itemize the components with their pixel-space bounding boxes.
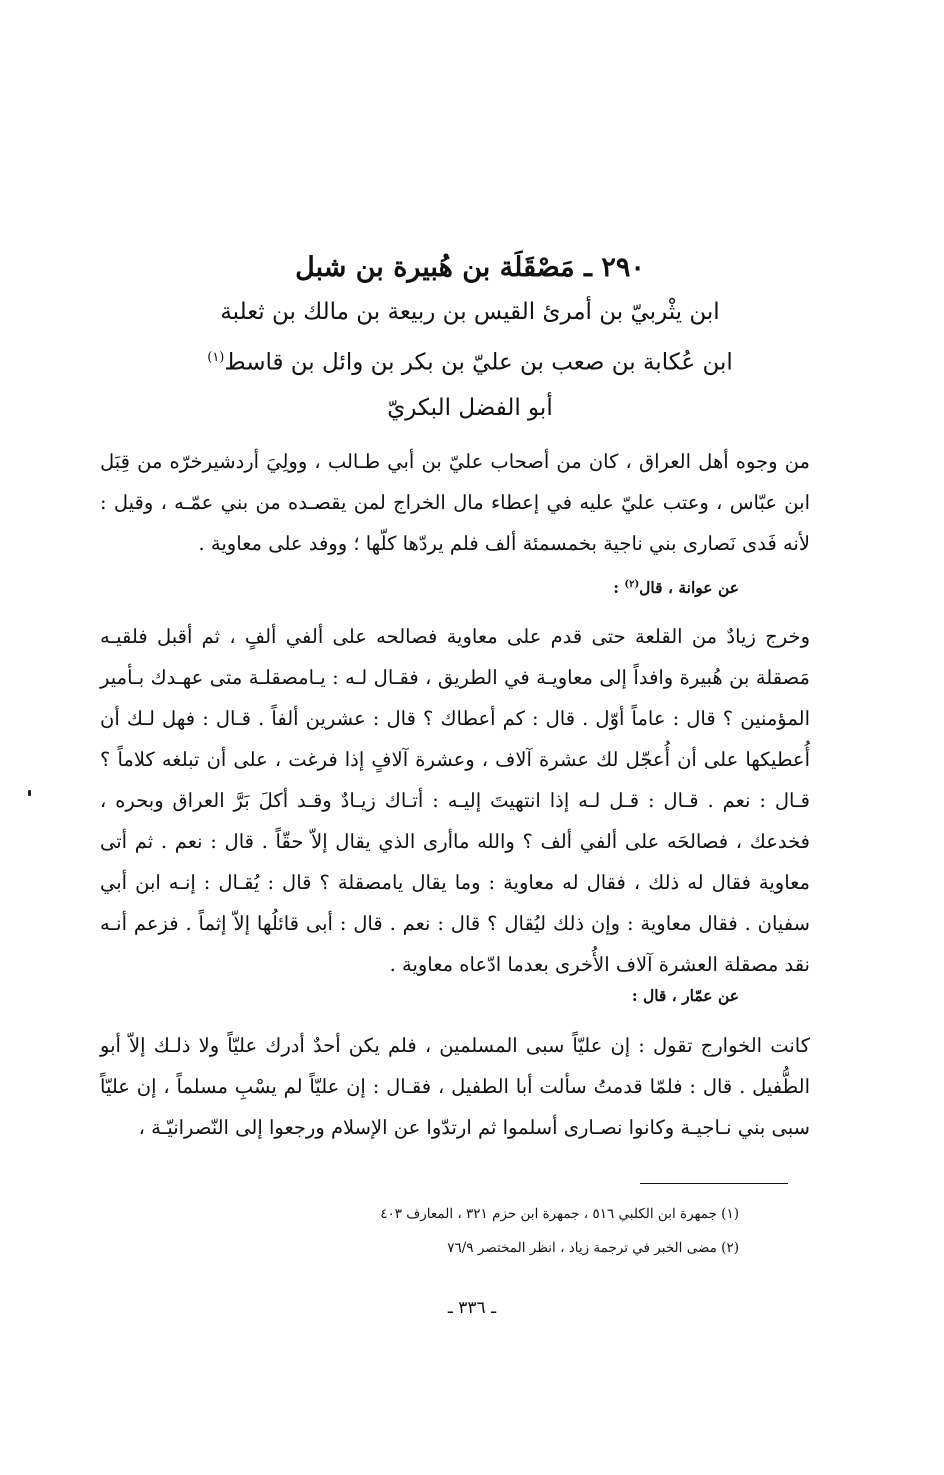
- source-line-awana-colon: :: [613, 578, 625, 597]
- kunya-line: أبو الفضل البكريّ: [387, 394, 553, 421]
- khawarij-paragraph: كانت الخوارج تقول : إن عليّاً سبى المسلمين ، فلم يكن أحدٌ أدرك عليّاً ولا ذلـك إلاّ أبو الطُّفيل . قال : فلمّا قدمتُ سألت أبا الطفيل ، فقـال : إن عليّاً لم يسْبِ مسلماً ، إن عليّاً سبى بني نـاجيـة وكانوا نصـارى أسلموا ثم ارتدّوا عن الإسلام ورجعوا إلى النّصرانيّـة ،: [100, 1034, 810, 1139]
- source-line-awana: [613, 578, 739, 597]
- lineage-line-2: [120, 335, 820, 386]
- footnote-ref-1: (١): [207, 350, 225, 365]
- lineage-line-1: ابن يثْربيّ بن أمرئ القيس بن ربيعة بن مالك بن ثعلبة: [220, 299, 720, 325]
- footnote-2: (٢) مضى الخبر في ترجمة زياد ، انظر المختصر ٧٦/٩: [447, 1240, 739, 1256]
- intro-paragraph: من وجوه أهل العراق ، كان من أصحاب عليّ بن أبي طـالب ، وولِيَ أردشيرخرّه من قِبَل ابن عبّاس ، وعتب عليّ عليه في إعطاء مال الخراج لمن يقصـده من بني عمّـه ، وقيل : لأنه فَدى نَصارى بني ناجية بخمسمئة ألف فلم يردّها كلّها ؛ ووفد على معاوية .: [100, 450, 810, 555]
- source-line-ammar: عن عمّار ، قال :: [631, 986, 739, 1005]
- entry-title: ٢٩٠ ـ مَصْقَلَة بن هُبيرة بن شبل: [295, 252, 645, 283]
- ziyad-narrative-paragraph: وخرج زيادٌ من القلعة حتى قدم على معاوية فصالحه على ألفي ألفٍ ، ثم أقبل فلقيـه مَصقلة بن هُبيرة وافداً إلى معاويـة في الطريق ، فقـال لـه : يـامصقلـة متى عهـدك بـأمير المؤمنين ؟ قال : عاماً أوّل . قال : كم أعطاك ؟ قال : عشرين ألفاً . قـال : فهل لـك أن أُعطيكها على أن أُعجّل لك عشرة آلاف ، وعشرة آلافٍ إذا فرغت ، على أن تبلغه كلاماً ؟ قـال : نعم . قـال : قـل لـه إذا انتهيتَ إليـه : أتـاك زيـادٌ وقـد أكلَ بَرَّ العراق وبحره ، فخدعك ، فصالحَه على ألفي ألف ؟ والله ماأرى الذي يقال إلاّ حقّاً . قال : نعم . ثم أتى معاوية فقال له ذلك ، فقال له معاوية : وما يقال يامصقلة ؟ قال : يُقـال : إنـه ابن أبي سفيان . فقال معاوية : وإن ذلك ليُقال ؟ قال : نعم . قال : أبى قائلُها إلاّ إثماً . فزعم أنـه نقد مصقلة العشرة آلاف الأُخرى بعدما ادّعاه معاوية .: [100, 625, 811, 976]
- footnote-1: (١) جمهرة ابن الكلبي ٥١٦ ، جمهرة ابن حزم ٣٢١ ، المعارف ٤٠٣: [380, 1206, 739, 1222]
- source-line-awana-text: عن عوانة ، قال: [639, 578, 739, 597]
- lineage-line-2-text: ابن عُكابة بن صعب بن عليّ بن بكر بن وائل بن قاسط: [224, 349, 733, 376]
- scan-speck: [28, 790, 31, 796]
- footnote-divider: [640, 1183, 788, 1184]
- entry-heading: [120, 246, 820, 431]
- footnote-ref-2: (٢): [624, 578, 640, 590]
- page-number: ـ ٣٣٦ ـ: [447, 1298, 497, 1318]
